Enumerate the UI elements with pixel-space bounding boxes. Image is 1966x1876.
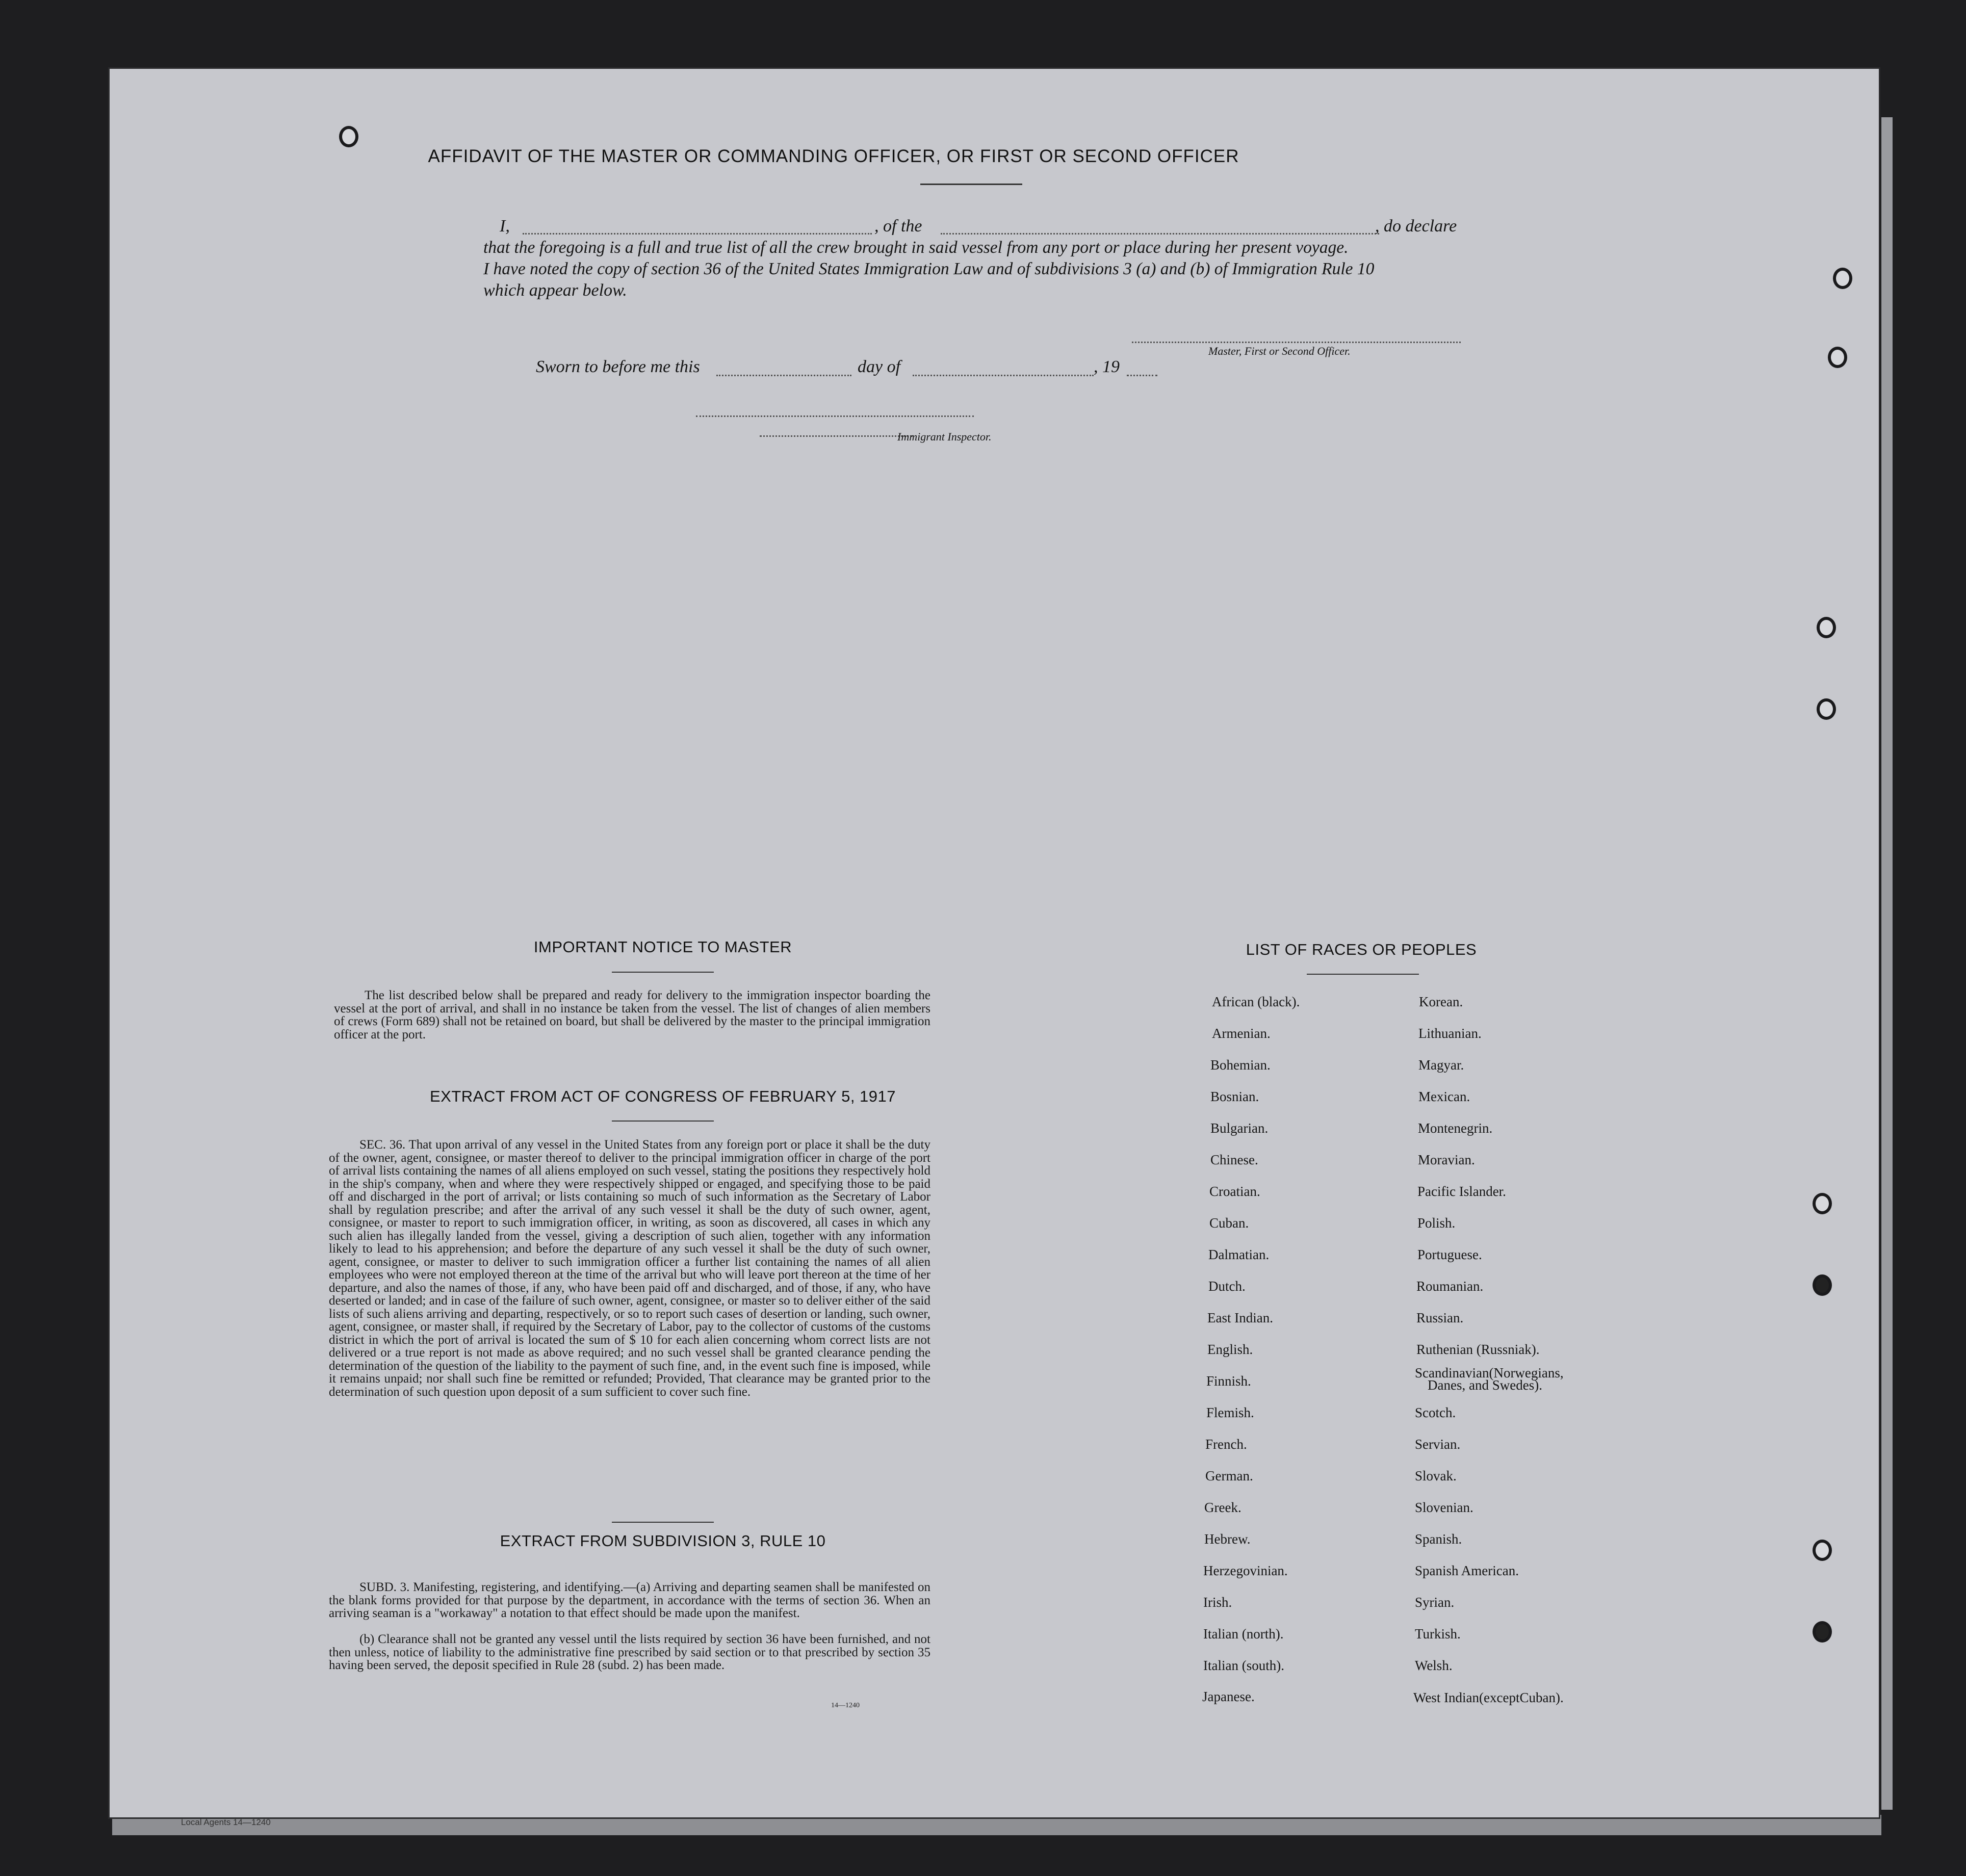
race-item: Scotch.	[1415, 1405, 1456, 1420]
race-item: Syrian.	[1415, 1595, 1455, 1610]
race-item: Dalmatian.	[1208, 1247, 1270, 1262]
under-sheet-bottom	[112, 1815, 1881, 1835]
race-item: Servian.	[1415, 1437, 1461, 1452]
race-item: Lithuanian.	[1418, 1026, 1482, 1041]
punch-hole	[1833, 268, 1852, 289]
race-item: Polish.	[1417, 1215, 1456, 1231]
affidavit-i-label: I,	[500, 217, 510, 236]
punch-hole	[1813, 1274, 1832, 1296]
punch-hole	[339, 126, 358, 147]
affidavit-line-2: that the foregoing is a full and true list of all the crew brought in said vessel from any port or place during her present voyage.	[483, 238, 1349, 257]
race-item: Pacific Islander.	[1417, 1184, 1506, 1199]
bottom-stub-label: Local Agents 14—1240	[181, 1817, 271, 1827]
race-item: Mexican.	[1418, 1089, 1470, 1104]
race-item: Bohemian.	[1210, 1057, 1271, 1073]
affidavit-line-3: I have noted the copy of section 36 of the United States Immigration Law and of subdivisions 3 (a) and (b) of Immigration Rule 10	[483, 259, 1375, 278]
race-item: English.	[1207, 1342, 1253, 1357]
race-item-continuation: Danes, and Swedes).	[1428, 1377, 1542, 1393]
race-item: Herzegovinian.	[1203, 1563, 1288, 1578]
race-item: Spanish American.	[1415, 1563, 1519, 1578]
race-item: Irish.	[1203, 1595, 1232, 1610]
race-item: East Indian.	[1207, 1310, 1273, 1325]
races-title: LIST OF RACES OR PEOPLES	[1246, 941, 1477, 958]
divider	[612, 972, 714, 973]
act-title: EXTRACT FROM ACT OF CONGRESS OF FEBRUARY 5, 1917	[429, 1087, 896, 1105]
race-item: Finnish.	[1206, 1373, 1251, 1389]
inspector-signature-line[interactable]	[696, 415, 974, 417]
race-item: Dutch.	[1208, 1279, 1246, 1294]
race-item: Russian.	[1416, 1310, 1464, 1325]
affidavit-title: AFFIDAVIT OF THE MASTER OR COMMANDING OFFICER, OR FIRST OR SECOND OFFICER	[428, 146, 1239, 166]
do-declare-label: , do declare	[1375, 217, 1457, 236]
race-item: Italian (north).	[1203, 1626, 1284, 1642]
rule-text-a: SUBD. 3. Manifesting, registering, and identifying.—(a) Arriving and departing seamen shall be manifested on the blank forms provided for that purpose by the department, in accordance with the terms of section 36. When an arriving seaman is a "workaway" a notation to that effect should be made upon the manifest.	[329, 1580, 930, 1620]
punch-hole	[1813, 1540, 1832, 1561]
race-item: Roumanian.	[1416, 1279, 1484, 1294]
under-sheet-right	[1881, 117, 1893, 1810]
punch-hole	[1813, 1621, 1832, 1643]
name-blank[interactable]	[523, 233, 872, 234]
race-item: Ruthenian (Russniak).	[1416, 1342, 1540, 1357]
notice-title: IMPORTANT NOTICE TO MASTER	[533, 938, 792, 956]
act-text: SEC. 36. That upon arrival of any vessel in the United States from any foreign port or place it shall be the duty of the owner, agent, consignee, or master thereof to deliver to the principal immigration officer in charge of the port of arrival lists containing the names of all aliens employed on such vessel, stating the positions they respectively hold in the ship's company, when and where they were respectively shipped or engaged, and specifying those to be paid off and discharged in the port of arrival; or lists containing so much of such information as the Secretary of Labor shall by regulation prescribe; and after the arrival of any such vessel it shall be the duty of such owner, agent, consignee, or master to report to such immigration officer, in writing, as soon as discovered, all cases in which any such alien has illegally landed from the vessel, giving a description of such alien, together with any information likely to lead to his apprehension; and before the departure of any such vessel it shall be the duty of such owner, agent, consignee, or master to deliver to such immigration officer a further list containing the names of all alien employees who were not employed thereon at the time of the arrival but who will leave port thereon at the time of her departure, and also the names of those, if any, who have been paid off and discharged, and of those, if any, who have deserted or landed; and in case of the failure of such owner, agent, consignee, or master so to deliver either of the said lists of such aliens arriving and departing, respectively, or so to report such cases of desertion or landing, such owner, agent, consignee, or master shall, if required by the Secretary of Labor, pay to the collector of customs of the customs district in which the port of arrival is located the sum of $ 10 for each alien concerning whom correct lists are not delivered or a true report is not made as above required; and no such vessel shall be granted clearance pending the determination of the question of the liability to the payment of such fine, and, in the event such fine is imposed, while it remains unpaid; nor shall such fine be remitted or refunded; Provided, That clearance may be granted prior to the determination of such question upon deposit of a sum sufficient to cover such fine.	[329, 1138, 930, 1399]
race-item: Cuban.	[1209, 1215, 1249, 1231]
punch-hole	[1817, 698, 1836, 720]
form-page	[110, 69, 1879, 1817]
race-item: Korean.	[1419, 994, 1463, 1009]
race-item: Slovenian.	[1415, 1500, 1473, 1515]
race-item: Slovak.	[1415, 1468, 1457, 1483]
rule-text-b: (b) Clearance shall not be granted any vessel until the lists required by section 36 have been furnished, and not then unless, notice of liability to the administrative fine prescribed by said section or to that prescribed by section 35 having been served, the deposit specified in Rule 28 (subd. 2) has been made.	[329, 1632, 930, 1672]
day-of-label: day of	[858, 357, 901, 376]
race-item: Bulgarian.	[1210, 1121, 1269, 1136]
divider	[920, 184, 1022, 185]
vessel-blank[interactable]	[941, 233, 1379, 234]
sworn-label: Sworn to before me this	[536, 357, 700, 376]
race-item: Magyar.	[1418, 1057, 1464, 1073]
race-item: Bosnian.	[1210, 1089, 1259, 1104]
divider	[1307, 974, 1419, 975]
race-item: Portuguese.	[1417, 1247, 1482, 1262]
inspector-signature-line-short	[760, 435, 913, 437]
master-signature-label: Master, First or Second Officer.	[1208, 345, 1351, 357]
master-signature-line[interactable]	[1132, 342, 1461, 343]
punch-hole	[1828, 347, 1847, 368]
race-item: Flemish.	[1206, 1405, 1254, 1420]
sworn-year-blank[interactable]	[1127, 375, 1157, 376]
punch-hole	[1813, 1193, 1832, 1214]
race-item: Welsh.	[1415, 1658, 1453, 1673]
year-label: , 19	[1094, 357, 1120, 376]
race-item: Montenegrin.	[1418, 1121, 1493, 1136]
notice-text: The list described below shall be prepared and ready for delivery to the immigration inspector boarding the vessel at the port of arrival, and shall in no instance be taken from the vessel. The list of changes of alien members of crews (Form 689) shall not be retained on board, but shall be delivered by the master to the principal immigration officer at the port.	[334, 988, 930, 1041]
race-item: African (black).	[1212, 994, 1300, 1009]
race-item: Japanese.	[1202, 1689, 1255, 1704]
race-item: Greek.	[1204, 1500, 1241, 1515]
race-item: French.	[1205, 1437, 1247, 1452]
race-item: Croatian.	[1209, 1184, 1260, 1199]
affidavit-line-4: which appear below.	[483, 281, 627, 300]
race-item: German.	[1205, 1468, 1253, 1483]
race-item: Moravian.	[1418, 1152, 1475, 1167]
race-item: Scandinavian(Norwegians,	[1415, 1365, 1564, 1380]
sworn-day-blank[interactable]	[716, 375, 851, 376]
divider	[612, 1121, 714, 1122]
sworn-month-blank[interactable]	[913, 375, 1094, 376]
race-item: Spanish.	[1415, 1531, 1462, 1547]
race-item: West Indian(exceptCuban).	[1413, 1690, 1564, 1705]
race-item: Italian (south).	[1203, 1658, 1284, 1673]
form-number: 14—1240	[831, 1702, 860, 1709]
punch-hole	[1817, 617, 1836, 638]
race-item: Hebrew.	[1204, 1531, 1251, 1547]
race-item: Turkish.	[1415, 1626, 1461, 1642]
inspector-label: Immigrant Inspector.	[897, 430, 992, 443]
divider	[612, 1522, 714, 1523]
race-item: Chinese.	[1210, 1152, 1258, 1167]
rule-title: EXTRACT FROM SUBDIVISION 3, RULE 10	[500, 1532, 826, 1550]
race-item: Armenian.	[1212, 1026, 1271, 1041]
of-the-label: , of the	[874, 217, 922, 236]
